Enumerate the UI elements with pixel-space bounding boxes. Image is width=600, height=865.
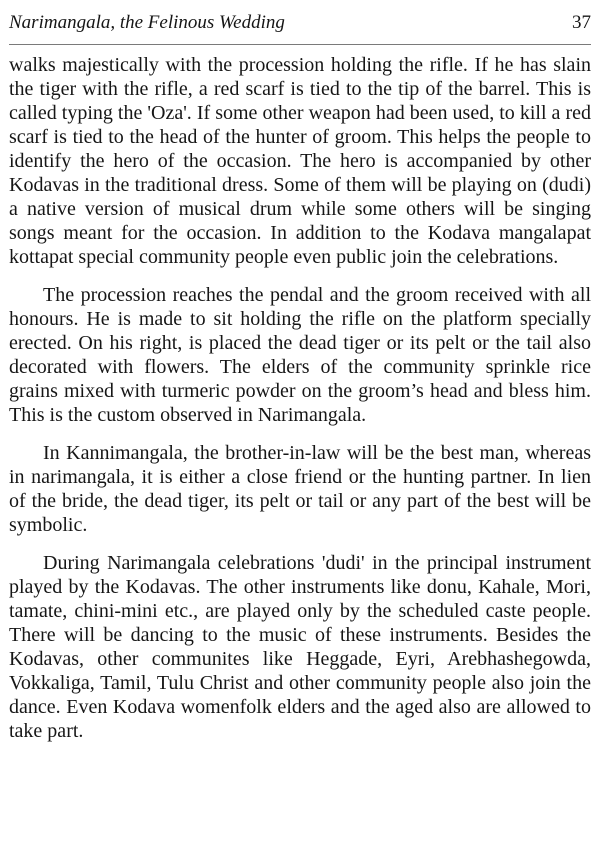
paragraph-kannimangala: In Kannimangala, the brother-in-law will be the best man, whereas in narimangala, it is either a close friend or the hunting partner. In lien of the bride, the dead tiger, its pelt or tail or any part of the best will be symbolic. <box>9 442 591 536</box>
body-text <box>9 53 591 743</box>
running-title: Narimangala, the Felinous Wedding <box>9 12 285 33</box>
paragraph-continued: walks majestically with the procession holding the rifle. If he has slain the tiger with the rifle, a red scarf is tied to the tip of the barrel. This is called typing the 'Oza'. If some other weapon had been used, to kill a red scarf is tied to the head of the hunter of groom. This helps the people to identify the hero of the occasion. The hero is accompanied by other Kodavas in the traditional dress. Some of them will be playing on (dudi) a native version of musical drum while some others will be singing songs meant for the occasion. In addition to the Kodava mangalapat kottapat special community people even public join the celebrations. <box>9 54 591 268</box>
paragraph-procession: The procession reaches the pendal and the groom received with all honours. He is made to sit holding the rifle on the platform specially erected. On his right, is placed the dead tiger or its pelt or the tail also decorated with flowers. The elders of the community sprinkle rice grains mixed with turmeric powder on the groom’s head and bless him. This is the custom observed in Narimangala. <box>9 284 591 426</box>
book-page <box>9 0 591 865</box>
running-header <box>9 0 591 45</box>
page-number: 37 <box>572 12 591 33</box>
paragraph-celebrations: During Narimangala celebrations 'dudi' in the principal instrument played by the Kodavas. The other instruments like donu, Kahale, Mori, tamate, chini-mini etc., are played only by the scheduled caste people. There will be dancing to the music of these instruments. Besides the Kodavas, other communites like Heggade, Eyri, Arebhashegowda, Vokkaliga, Tamil, Tulu Christ and other community people also join the dance. Even Kodava womenfolk elders and the aged also are allowed to take part. <box>9 552 591 742</box>
